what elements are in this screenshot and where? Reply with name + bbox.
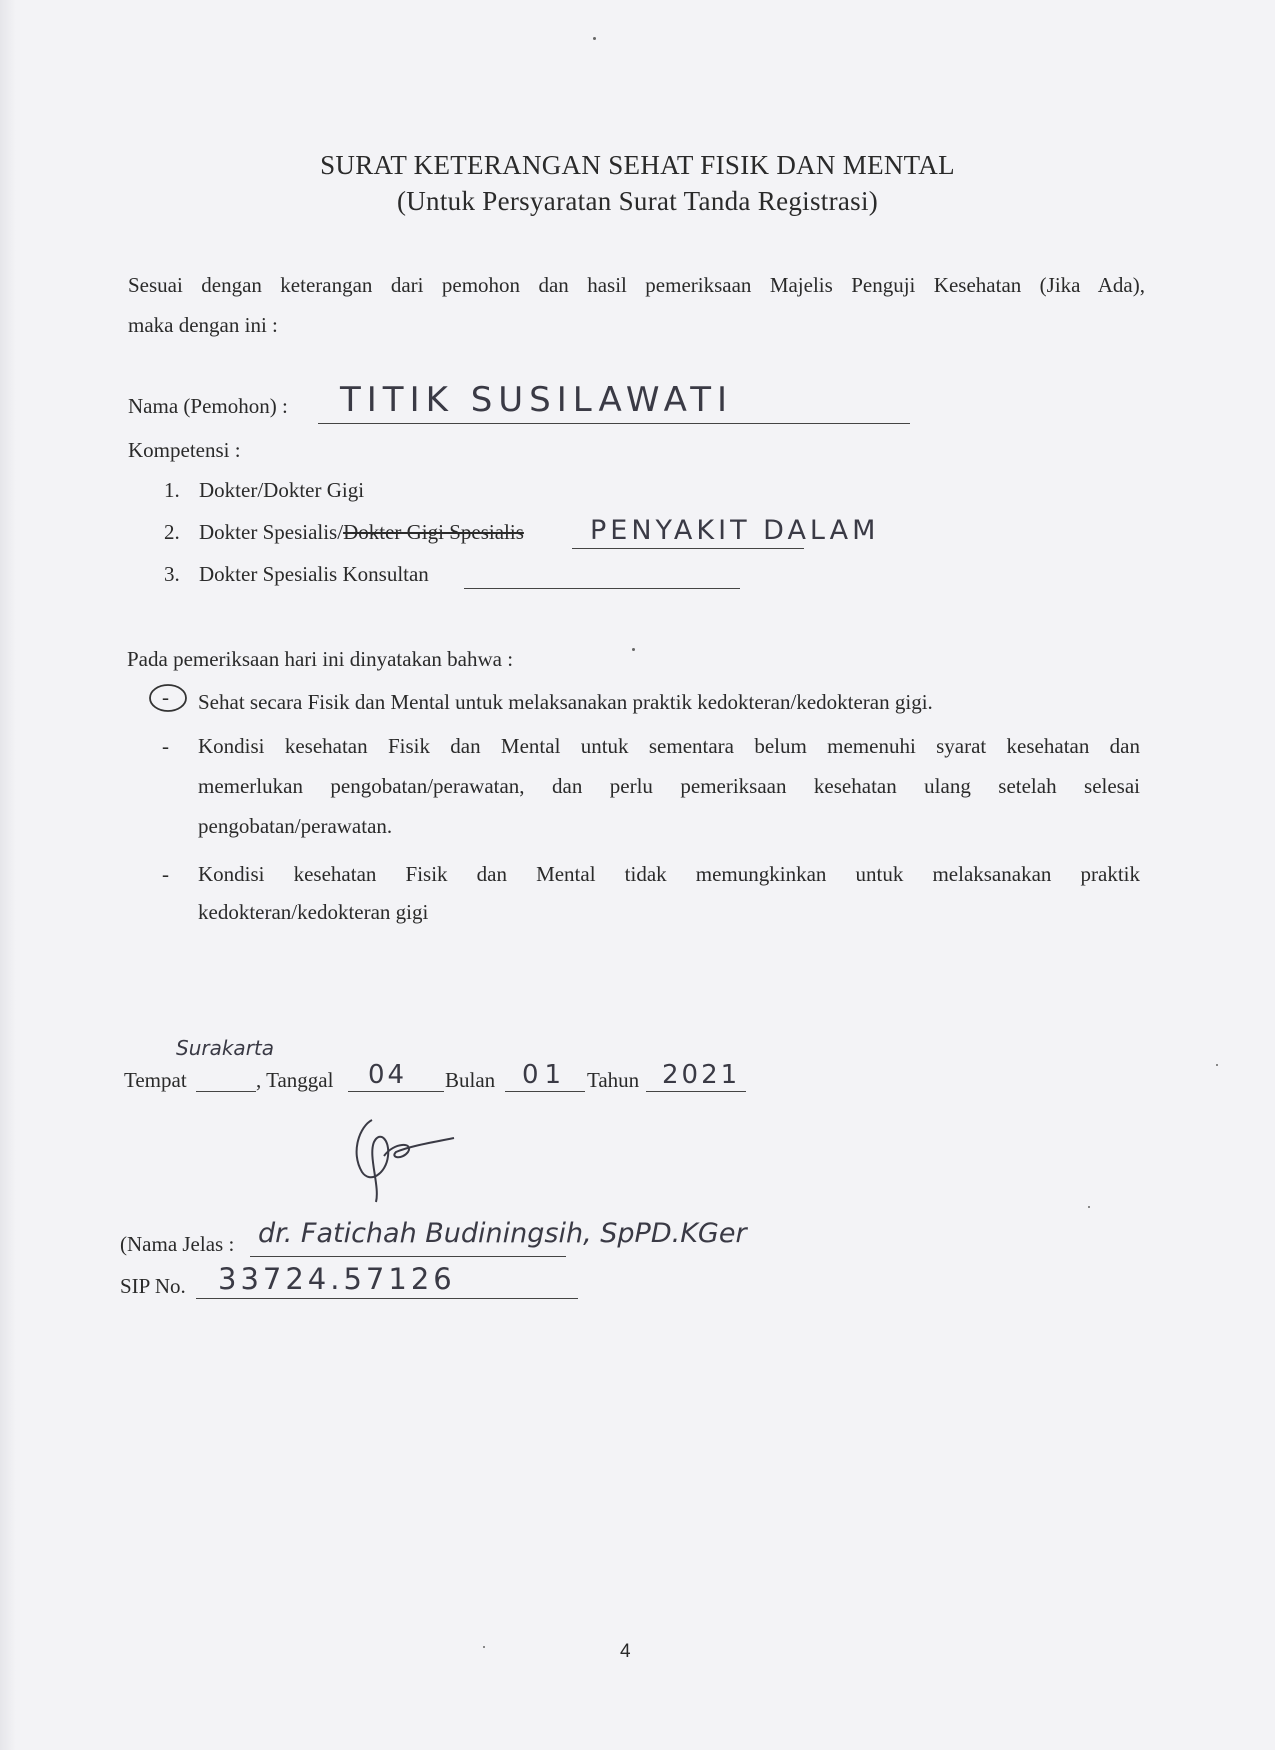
competence-2-handwritten: PENYAKIT DALAM — [590, 515, 880, 546]
month-value: 01 — [522, 1060, 568, 1090]
document-title: SURAT KETERANGAN SEHAT FISIK DAN MENTAL — [320, 150, 955, 180]
option-3-line-1: Kondisi kesehatan Fisik dan Mental tidak memungkinkan untuk melaksanakan praktik — [198, 862, 1140, 886]
document-subtitle: (Untuk Persyaratan Surat Tanda Registrasi) — [396, 186, 879, 216]
competence-2-text — [199, 520, 524, 545]
competence-2-struck-text: Dokter Gigi Spesialis — [343, 520, 524, 544]
option-3-line-2: kedokteran/kedokteran gigi — [198, 900, 429, 924]
name-label: Nama (Pemohon) : — [128, 394, 288, 418]
name-value: TITIK SUSILAWATI — [340, 380, 734, 420]
option-2-line-3: pengobatan/perawatan. — [198, 814, 393, 838]
option-1-marker: - — [162, 685, 169, 709]
sip-underline — [196, 1298, 578, 1299]
competence-1-text: Dokter/Dokter Gigi — [199, 478, 365, 502]
statement-label: Pada pemeriksaan hari ini dinyatakan bahwa : — [127, 647, 514, 671]
sip-label: SIP No. — [120, 1274, 186, 1298]
place-underline — [196, 1091, 256, 1092]
option-2-line-2: memerlukan pengobatan/perawatan, dan perlu pemeriksaan kesehatan ulang setelah selesai — [198, 774, 1140, 798]
scan-speck — [483, 1646, 485, 1648]
competence-3-text: Dokter Spesialis Konsultan — [199, 562, 429, 586]
competence-label: Kompetensi : — [128, 438, 241, 462]
place-label: Tempat — [124, 1068, 187, 1092]
scan-speck — [1216, 1064, 1218, 1066]
signature-image — [330, 1112, 470, 1204]
page-number: 4 — [620, 1641, 631, 1662]
scan-speck — [632, 648, 635, 651]
month-label: Bulan — [445, 1068, 496, 1092]
clear-name-label: (Nama Jelas : — [120, 1232, 235, 1256]
option-1-text: Sehat secara Fisik dan Mental untuk melaksanakan praktik kedokteran/kedokteran gigi. — [198, 690, 933, 714]
option-2-line-1: Kondisi kesehatan Fisik dan Mental untuk sementara belum memenuhi syarat kesehatan dan — [198, 734, 1140, 758]
place-value: Surakarta — [176, 1036, 275, 1060]
sip-value: 33724.57126 — [218, 1262, 456, 1296]
date-underline — [348, 1091, 444, 1092]
scan-speck — [1088, 1206, 1090, 1208]
competence-2-underline — [572, 548, 804, 549]
year-value: 2021 — [662, 1060, 741, 1090]
year-underline — [646, 1091, 746, 1092]
date-value: 04 — [368, 1060, 408, 1090]
option-3-marker: - — [162, 862, 169, 886]
date-label: , Tanggal — [256, 1068, 334, 1092]
clear-name-underline — [250, 1256, 566, 1257]
competence-2-label: Dokter Spesialis/ — [199, 520, 344, 544]
scan-speck — [593, 37, 596, 40]
year-label: Tahun — [587, 1068, 640, 1092]
competence-1-number: 1. — [164, 478, 180, 502]
month-underline — [505, 1091, 585, 1092]
competence-3-number: 3. — [164, 562, 180, 586]
competence-2-number: 2. — [164, 520, 180, 544]
competence-3-underline — [464, 588, 740, 589]
intro-line-1: Sesuai dengan keterangan dari pemohon dan hasil pemeriksaan Majelis Penguji Kesehatan (Jika Ada), — [128, 273, 1145, 297]
clear-name-value: dr. Fatichah Budiningsih, SpPD.KGer — [258, 1218, 747, 1249]
scan-edge — [0, 0, 16, 1750]
option-2-marker: - — [162, 734, 169, 758]
name-underline — [318, 423, 910, 424]
intro-line-2: maka dengan ini : — [128, 313, 278, 337]
